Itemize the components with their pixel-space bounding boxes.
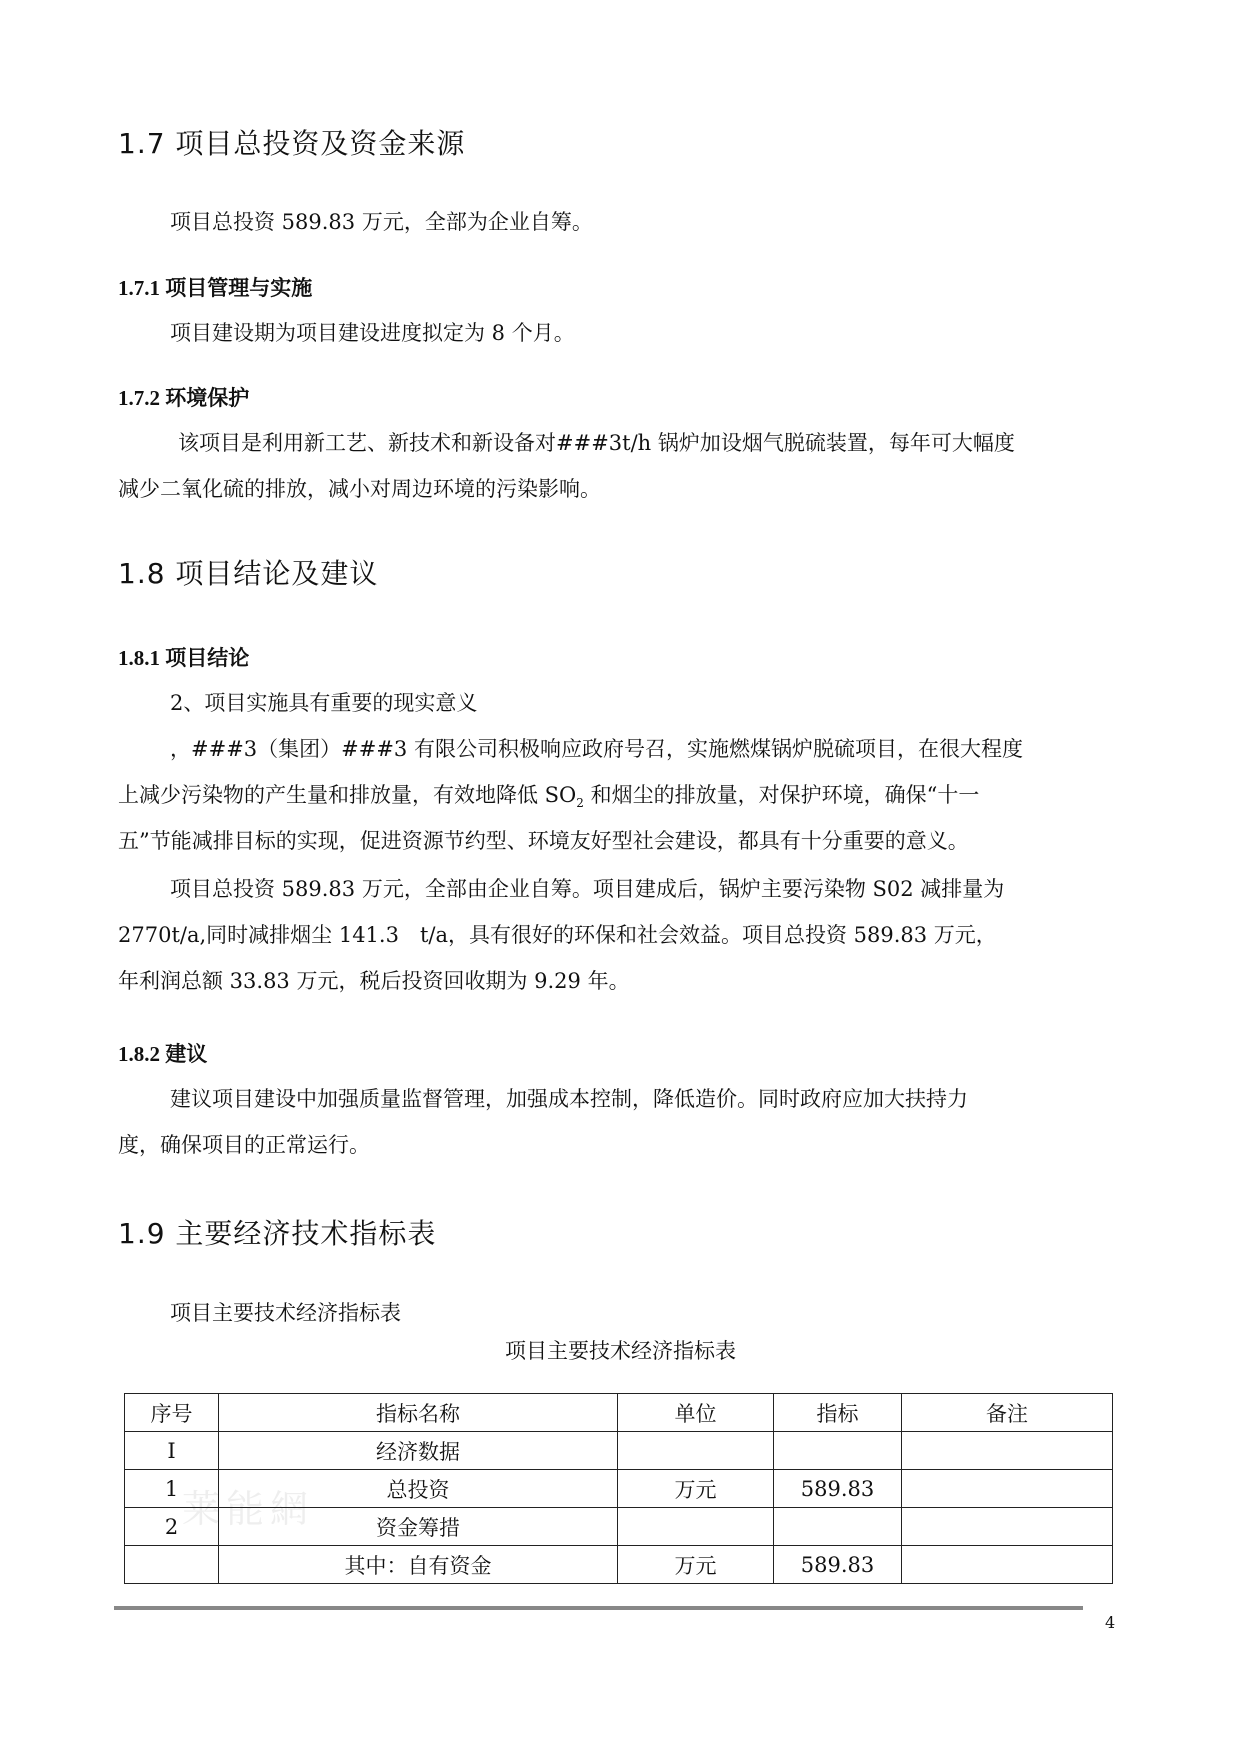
section-1-7-paragraph: 项目总投资 589.83 万元，全部为企业自筹。 bbox=[170, 210, 593, 234]
section-1-7-2-line-1: 该项目是利用新工艺、新技术和新设备对###3t/h 锅炉加设烟气脱硫装置，每年可大幅度 bbox=[178, 431, 1015, 455]
table-cell: 资金筹措 bbox=[219, 1508, 618, 1546]
section-1-8-heading: 1.8 项目结论及建议 bbox=[118, 557, 379, 590]
table-cell: Ⅰ bbox=[125, 1432, 219, 1470]
table-row bbox=[125, 1432, 1113, 1470]
table-cell: 万元 bbox=[618, 1470, 774, 1508]
table-cell bbox=[774, 1432, 902, 1470]
conclusion-p1-line-2-a: 上减少污染物的产生量和排放量，有效地降低 SO bbox=[118, 783, 577, 807]
suggestion-line-2: 度，确保项目的正常运行。 bbox=[118, 1133, 370, 1157]
section-1-8-2-heading: 1.8.2 建议 bbox=[118, 1042, 208, 1066]
table-caption: 项目主要技术经济指标表 bbox=[505, 1339, 736, 1363]
table-cell bbox=[618, 1508, 774, 1546]
section-1-7-2-line-2: 减少二氧化硫的排放，减小对周边环境的污染影响。 bbox=[118, 477, 601, 501]
table-header-cell: 指标名称 bbox=[219, 1394, 618, 1432]
table-cell bbox=[902, 1546, 1113, 1584]
table-cell bbox=[774, 1508, 902, 1546]
section-1-7-1-paragraph: 项目建设期为项目建设进度拟定为 8 个月。 bbox=[170, 321, 575, 345]
table-cell bbox=[125, 1546, 219, 1584]
conclusion-p1-line-2-b: 和烟尘的排放量，对保护环境，确保“十一 bbox=[583, 783, 980, 807]
page-number: 4 bbox=[1105, 1613, 1116, 1632]
conclusion-p2-line-2: 2770t/a,同时减排烟尘 141.3 t/a，具有很好的环保和社会效益。项目总投资 589.83 万元， bbox=[118, 923, 997, 947]
table-cell bbox=[902, 1470, 1113, 1508]
section-1-7-1-heading: 1.7.1 项目管理与实施 bbox=[118, 276, 313, 300]
table-cell bbox=[902, 1432, 1113, 1470]
table-cell: 经济数据 bbox=[219, 1432, 618, 1470]
table-cell: 2 bbox=[125, 1508, 219, 1546]
table-cell: 总投资 bbox=[219, 1470, 618, 1508]
suggestion-line-1: 建议项目建设中加强质量监督管理，加强成本控制，降低造价。同时政府应加大扶持力 bbox=[170, 1087, 968, 1111]
section-1-9-heading: 1.9 主要经济技术指标表 bbox=[118, 1217, 437, 1250]
table-header-cell: 单位 bbox=[618, 1394, 774, 1432]
section-1-8-1-item: 2、项目实施具有重要的现实意义 bbox=[170, 691, 478, 715]
section-1-7-heading: 1.7 项目总投资及资金来源 bbox=[118, 127, 466, 160]
table-header-cell: 序号 bbox=[125, 1394, 219, 1432]
table-cell bbox=[618, 1432, 774, 1470]
table-header-cell: 备注 bbox=[902, 1394, 1113, 1432]
footer-divider bbox=[114, 1606, 1083, 1610]
section-1-7-2-heading: 1.7.2 环境保护 bbox=[118, 386, 250, 410]
conclusion-p1-line-1: ，###3（集团）###3 有限公司积极响应政府号召，实施燃煤锅炉脱硫项目，在很大程度 bbox=[170, 737, 1023, 761]
indicator-table bbox=[124, 1393, 1113, 1584]
table-cell: 589.83 bbox=[774, 1470, 902, 1508]
conclusion-p2-line-3: 年利润总额 33.83 万元，税后投资回收期为 9.29 年。 bbox=[118, 969, 630, 993]
conclusion-p2-line-1: 项目总投资 589.83 万元，全部由企业自筹。项目建成后，锅炉主要污染物 S02 减排量为 bbox=[170, 877, 1005, 901]
table-cell: 其中：自有资金 bbox=[219, 1546, 618, 1584]
table-header-cell: 指标 bbox=[774, 1394, 902, 1432]
table-row bbox=[125, 1470, 1113, 1508]
so2-subscript: 2 bbox=[576, 796, 584, 811]
table-intro: 项目主要技术经济指标表 bbox=[170, 1301, 401, 1325]
table-cell: 万元 bbox=[618, 1546, 774, 1584]
table-row bbox=[125, 1546, 1113, 1584]
watermark: 莱能網 bbox=[182, 1487, 315, 1531]
table-cell bbox=[902, 1508, 1113, 1546]
table-cell: 1 bbox=[125, 1470, 219, 1508]
table-row bbox=[125, 1508, 1113, 1546]
conclusion-p1-line-3: 五”节能减排目标的实现，促进资源节约型、环境友好型社会建设，都具有十分重要的意义。 bbox=[118, 829, 969, 853]
table-cell: 589.83 bbox=[774, 1546, 902, 1584]
table-header-row bbox=[125, 1394, 1113, 1432]
section-1-8-1-heading: 1.8.1 项目结论 bbox=[118, 646, 250, 670]
